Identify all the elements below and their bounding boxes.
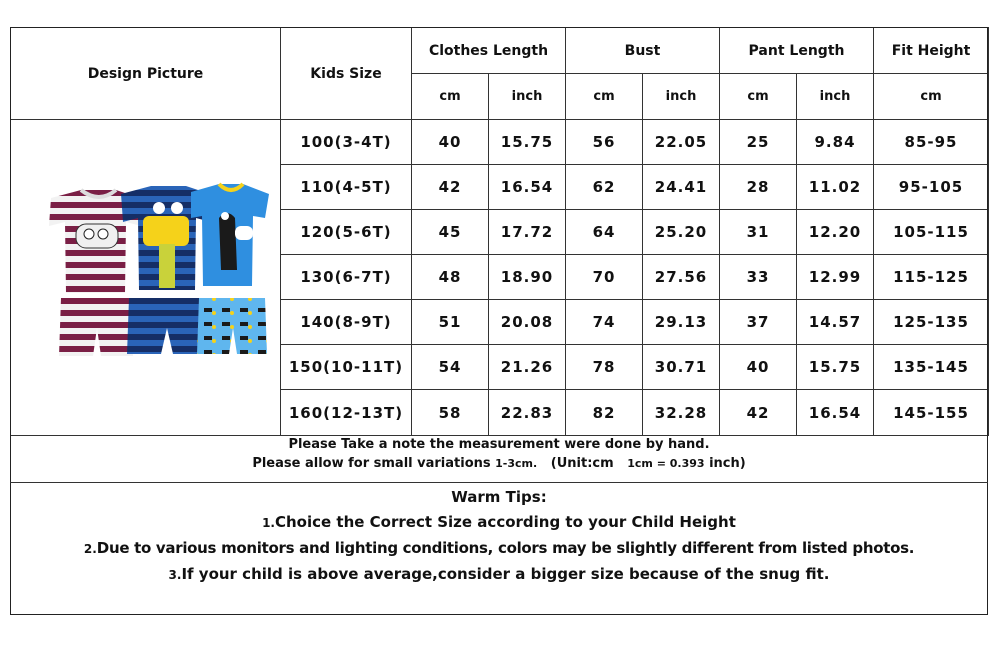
clothes-length-cm: 58: [412, 390, 489, 436]
fit-height-cm: 105-115: [874, 210, 989, 255]
bust-inch: 25.20: [643, 210, 720, 255]
note-variation: 1-3cm.: [495, 457, 538, 470]
pant-length-cm: 25: [720, 120, 797, 165]
clothes-length-inch: 20.08: [489, 300, 566, 345]
unit-inch: inch: [797, 74, 874, 120]
pant-length-cm: 40: [720, 345, 797, 390]
tip-text: Choice the Correct Size according to your Child Height: [275, 513, 736, 531]
bust-inch: 29.13: [643, 300, 720, 345]
size-label: 150(10-11T): [281, 345, 412, 390]
header-kids-size: Kids Size: [281, 28, 412, 120]
size-label: 160(12-13T): [281, 390, 412, 436]
size-label: 140(8-9T): [281, 300, 412, 345]
tips-title: Warm Tips:: [451, 488, 547, 506]
unit-cm: cm: [412, 74, 489, 120]
tip-item: [10, 510, 988, 536]
note-inch: inch): [704, 456, 746, 471]
fit-height-cm: 135-145: [874, 345, 989, 390]
size-label: 120(5-6T): [281, 210, 412, 255]
bust-inch: 24.41: [643, 165, 720, 210]
bust-inch: 22.05: [643, 120, 720, 165]
tip-number: 3.: [168, 568, 182, 582]
clothes-length-inch: 17.72: [489, 210, 566, 255]
size-label: 100(3-4T): [281, 120, 412, 165]
pant-length-inch: 16.54: [797, 390, 874, 436]
tip-item: [10, 536, 988, 562]
note-line-1: Please Take a note the measurement were done by hand.: [288, 437, 710, 452]
tip-number: 1.: [262, 516, 275, 530]
pant-length-cm: 33: [720, 255, 797, 300]
pant-length-cm: 42: [720, 390, 797, 436]
header-bust: Bust: [566, 28, 720, 74]
note-unit: (Unit:cm: [537, 456, 628, 471]
bust-inch: 27.56: [643, 255, 720, 300]
unit-cm: cm: [874, 74, 989, 120]
note-line-2: [10, 454, 988, 473]
header-pant-length: Pant Length: [720, 28, 874, 74]
tip-number: 2.: [83, 542, 97, 556]
bust-cm: 62: [566, 165, 643, 210]
note-text: Please allow for small variations: [252, 456, 496, 471]
unit-inch: inch: [489, 74, 566, 120]
clothes-length-cm: 42: [412, 165, 489, 210]
unit-inch: inch: [643, 74, 720, 120]
clothes-length-cm: 51: [412, 300, 489, 345]
size-label: 110(4-5T): [281, 165, 412, 210]
pant-length-inch: 12.99: [797, 255, 874, 300]
bust-cm: 64: [566, 210, 643, 255]
clothes-length-cm: 40: [412, 120, 489, 165]
bust-cm: 70: [566, 255, 643, 300]
bust-cm: 74: [566, 300, 643, 345]
tip-text: If your child is above average,consider a bigger size because of the snug fit.: [181, 565, 830, 583]
note-conversion: 1cm = 0.393: [627, 457, 705, 470]
pant-length-cm: 28: [720, 165, 797, 210]
measurement-note: [10, 435, 988, 483]
clothes-length-inch: 21.26: [489, 345, 566, 390]
warm-tips: [10, 485, 988, 588]
unit-cm: cm: [566, 74, 643, 120]
fit-height-cm: 125-135: [874, 300, 989, 345]
pant-length-inch: 14.57: [797, 300, 874, 345]
pant-length-inch: 9.84: [797, 120, 874, 165]
bust-inch: 32.28: [643, 390, 720, 436]
pant-length-inch: 15.75: [797, 345, 874, 390]
clothes-length-inch: 15.75: [489, 120, 566, 165]
fit-height-cm: 115-125: [874, 255, 989, 300]
header-design-picture: Design Picture: [11, 28, 281, 120]
fit-height-cm: 145-155: [874, 390, 989, 436]
clothes-length-cm: 54: [412, 345, 489, 390]
clothes-length-inch: 18.90: [489, 255, 566, 300]
clothes-length-cm: 45: [412, 210, 489, 255]
fit-height-cm: 85-95: [874, 120, 989, 165]
fit-height-cm: 95-105: [874, 165, 989, 210]
tip-text: Due to various monitors and lighting conditions, colors may be slightly different from listed photos.: [96, 539, 915, 557]
unit-cm: cm: [720, 74, 797, 120]
clothes-length-inch: 22.83: [489, 390, 566, 436]
tip-item: [10, 562, 988, 588]
pant-length-cm: 37: [720, 300, 797, 345]
bust-inch: 30.71: [643, 345, 720, 390]
pant-length-cm: 31: [720, 210, 797, 255]
bust-cm: 82: [566, 390, 643, 436]
header-clothes-length: Clothes Length: [412, 28, 566, 74]
clothes-length-cm: 48: [412, 255, 489, 300]
bust-cm: 78: [566, 345, 643, 390]
bust-cm: 56: [566, 120, 643, 165]
clothes-length-inch: 16.54: [489, 165, 566, 210]
pant-length-inch: 12.20: [797, 210, 874, 255]
size-label: 130(6-7T): [281, 255, 412, 300]
pant-length-inch: 11.02: [797, 165, 874, 210]
header-fit-height: Fit Height: [874, 28, 989, 74]
